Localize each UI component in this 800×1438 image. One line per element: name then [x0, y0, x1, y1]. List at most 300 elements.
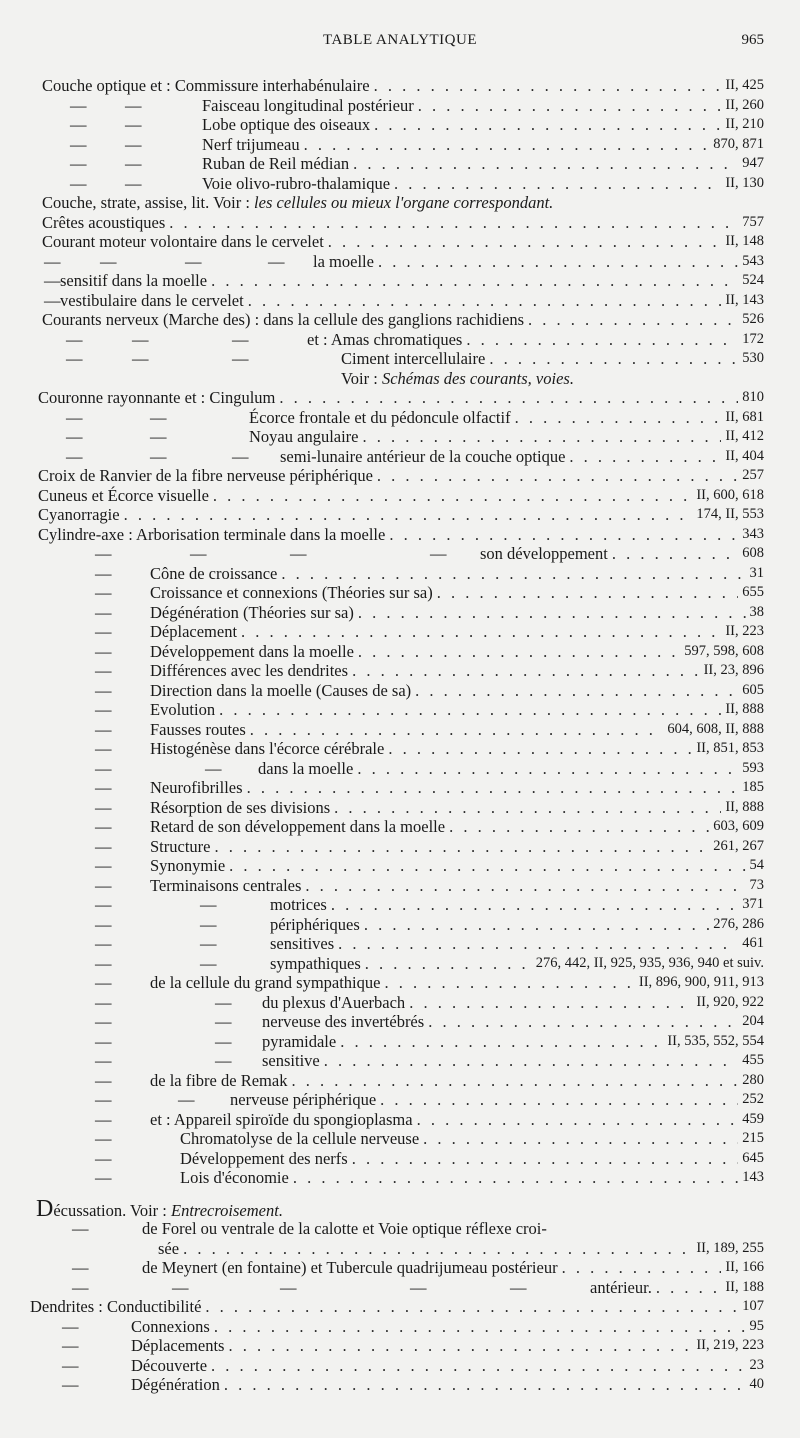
page-reference: 276, 286	[713, 915, 764, 932]
leader-dots	[210, 1317, 746, 1337]
entry-text: sée	[158, 1238, 180, 1258]
leader-dots	[165, 213, 738, 233]
index-entry	[0, 427, 800, 447]
entry-text: Voie olivo-rubro-thalamique	[202, 173, 391, 193]
entry-text: Développement dans la moelle	[150, 641, 354, 661]
leader-dots	[511, 408, 722, 428]
ditto-dash: —	[95, 1090, 112, 1109]
index-entry	[0, 232, 800, 252]
entry-text: semi-lunaire antérieur de la couche optique	[280, 446, 566, 466]
page-reference: II, 189, 255	[696, 1239, 764, 1256]
entry-text: Connexions	[131, 1316, 210, 1336]
leader-dots	[327, 895, 738, 915]
page-reference: 461	[742, 935, 764, 951]
page-reference: II, 535, 552, 554	[667, 1032, 764, 1049]
page-number: 965	[741, 32, 764, 48]
index-entry	[0, 1336, 800, 1356]
ditto-dash: —	[95, 1031, 112, 1051]
index-entry	[0, 973, 800, 993]
see-also-text: les cellules ou mieux l'organe correspondant.	[254, 193, 554, 212]
page-reference: 215	[742, 1130, 764, 1146]
leader-dots	[334, 934, 738, 954]
page-reference: II, 23, 896	[703, 662, 764, 678]
leader-dots	[237, 622, 721, 642]
ditto-dash: —	[66, 427, 83, 446]
ditto-dash: —	[95, 544, 112, 563]
page-reference: 604, 608, II, 888	[667, 720, 764, 737]
ditto-dash: —	[95, 992, 112, 1012]
entry-text: Croix de Ranvier de la fibre nerveuse périphérique	[38, 466, 373, 485]
ditto-dash: —	[95, 1129, 112, 1148]
leader-dots	[277, 564, 745, 584]
ditto-dash: —	[70, 134, 87, 154]
page-reference: II, 166	[725, 1259, 764, 1275]
index-entry	[0, 915, 800, 935]
page-reference: II, 188	[725, 1278, 764, 1295]
index-entry	[0, 876, 800, 896]
ditto-dash: —	[232, 329, 249, 349]
leader-dots	[210, 837, 709, 857]
page-reference: II, 412	[725, 428, 764, 444]
leader-dots	[330, 798, 721, 818]
entry-text: Cône de croissance	[150, 563, 278, 583]
ditto-dash: —	[95, 797, 112, 817]
ditto-dash: —	[66, 446, 83, 466]
index-entry	[0, 330, 800, 350]
ditto-dash: —	[125, 154, 142, 173]
ditto-dash: —	[268, 251, 285, 271]
leader-dots	[120, 505, 693, 525]
page-reference: 603, 609	[713, 818, 764, 834]
ditto-dash: —	[95, 739, 112, 758]
drop-letter: D	[36, 1195, 54, 1222]
index-entry	[0, 1090, 800, 1110]
index-entry	[0, 369, 800, 389]
leader-dots	[353, 759, 738, 779]
entry-text: Neurofibrilles	[150, 778, 243, 797]
entry-text: Résorption de ses divisions	[150, 797, 331, 817]
entry-text: Décussation. Voir : Entrecroisement.	[36, 1195, 283, 1222]
ditto-dash: —	[95, 1070, 112, 1090]
leader-dots	[287, 1071, 738, 1091]
index-entry	[0, 564, 800, 584]
entry-text: Fausses routes	[150, 719, 246, 739]
ditto-dash: —	[44, 290, 61, 310]
index-entry	[0, 310, 800, 330]
entry-text: dans la moelle	[258, 758, 354, 778]
ditto-dash: —	[132, 329, 149, 349]
ditto-dash: —	[205, 758, 222, 778]
page-reference: 54	[749, 857, 764, 873]
ditto-dash: —	[190, 544, 207, 563]
index-entry	[0, 1071, 800, 1091]
page-reference: II, 600, 618	[696, 486, 764, 503]
index-entry	[0, 135, 800, 155]
entry-text: sensitive	[262, 1051, 320, 1070]
ditto-dash: —	[215, 1012, 232, 1031]
page-reference: II, 219, 223	[696, 1337, 764, 1353]
leader-dots	[220, 1375, 746, 1395]
page-reference: II, 920, 922	[696, 993, 764, 1010]
ditto-dash: —	[232, 446, 249, 466]
index-entry	[0, 505, 800, 525]
ditto-dash: —	[62, 1336, 79, 1355]
leader-dots	[485, 349, 738, 369]
page-reference: 280	[742, 1071, 764, 1088]
page-reference: 107	[742, 1298, 764, 1314]
ditto-dash: —	[95, 641, 112, 661]
index-entry	[0, 1356, 800, 1376]
ditto-dash: —	[100, 251, 117, 271]
entry-text: Faisceau longitudinal postérieur	[202, 95, 414, 115]
ditto-dash: —	[95, 1051, 112, 1070]
leader-dots	[244, 291, 722, 311]
page-reference: 252	[742, 1091, 764, 1107]
entry-text: nerveuse des invertébrés	[262, 1012, 425, 1031]
index-entry	[0, 1129, 800, 1149]
leader-dots	[433, 583, 739, 603]
index-entry	[0, 739, 800, 759]
ditto-dash: —	[95, 953, 112, 973]
ditto-dash: —	[215, 1051, 232, 1070]
leader-dots	[390, 174, 721, 194]
index-entry	[0, 934, 800, 954]
entry-text: Courant moteur volontaire dans le cervelet	[42, 232, 324, 251]
entry-text: Couche, strate, assise, lit. Voir : les cellules ou mieux l'organe correspondant.	[42, 193, 554, 212]
index-entry	[0, 271, 800, 291]
entry-text: Différences avec les dendrites	[150, 661, 349, 680]
leader-dots	[558, 1258, 722, 1278]
entry-text: sensitif dans la moelle	[60, 271, 208, 290]
leader-dots	[608, 544, 738, 564]
entry-text: Nerf trijumeau	[202, 134, 300, 154]
entry-text: et : Amas chromatiques	[307, 329, 463, 349]
leader-dots	[300, 135, 710, 155]
index-entry	[0, 115, 800, 135]
leader-dots	[336, 1032, 663, 1052]
page-reference: II, 148	[725, 233, 764, 249]
entry-text: Dégénération (Théories sur sa)	[150, 602, 354, 622]
ditto-dash: —	[95, 622, 112, 641]
entry-text: Dégénération	[131, 1375, 220, 1394]
leader-dots	[320, 1051, 739, 1071]
index-entry	[0, 1278, 800, 1298]
ditto-dash: —	[44, 251, 61, 271]
ditto-dash: —	[66, 407, 83, 427]
ditto-dash: —	[95, 661, 112, 680]
index-entry	[0, 1012, 800, 1032]
ditto-dash: —	[200, 934, 217, 953]
page-reference: II, 425	[725, 77, 764, 93]
index-entry	[0, 1188, 800, 1200]
ditto-dash: —	[62, 1375, 79, 1394]
leader-dots	[445, 817, 709, 837]
leader-dots	[373, 466, 738, 486]
page-reference: 143	[742, 1169, 764, 1185]
leader-dots	[413, 1110, 739, 1130]
ditto-dash: —	[95, 895, 112, 914]
index-entry	[0, 193, 800, 213]
leader-dots	[411, 681, 738, 701]
ditto-dash: —	[95, 602, 112, 622]
ditto-dash: —	[95, 856, 112, 875]
ditto-dash: —	[70, 95, 87, 115]
entry-text: sympathiques	[270, 953, 361, 973]
page-reference: II, 404	[725, 447, 764, 464]
leader-dots	[324, 232, 722, 252]
leader-dots	[359, 427, 722, 447]
ditto-dash: —	[95, 1109, 112, 1129]
entry-text: Evolution	[150, 700, 216, 719]
ditto-dash: —	[125, 134, 142, 154]
leader-dots	[374, 252, 738, 272]
index-entry	[0, 583, 800, 603]
index-entry	[0, 388, 800, 408]
see-also-text: Schémas des courants, voies.	[381, 368, 574, 388]
index-entry	[0, 661, 800, 681]
index-entry	[0, 1317, 800, 1337]
index-entry	[0, 1110, 800, 1130]
ditto-dash: —	[95, 973, 112, 992]
page-reference: 597, 598, 608	[684, 642, 764, 659]
leader-dots	[349, 154, 738, 174]
entry-text: Cylindre-axe : Arborisation terminale dans la moelle	[38, 524, 386, 544]
index-entry	[0, 1051, 800, 1071]
index-entry	[0, 798, 800, 818]
entry-text: Direction dans la moelle (Causes de sa)	[150, 680, 412, 700]
entry-text: Développement des nerfs	[180, 1148, 348, 1168]
entry-text: Cyanorragie	[38, 505, 120, 524]
page-reference: 870, 871	[713, 135, 764, 152]
entry-text: de la cellule du grand sympathique	[150, 973, 381, 992]
page-reference: 526	[742, 311, 764, 327]
ditto-dash: —	[44, 271, 61, 290]
ditto-dash: —	[132, 349, 149, 368]
ditto-dash: —	[200, 895, 217, 914]
index-entry	[0, 895, 800, 915]
ditto-dash: —	[125, 95, 142, 115]
page-reference: 174, II, 553	[696, 506, 764, 522]
running-title: TABLE ANALYTIQUE	[322, 32, 478, 48]
entry-text: du plexus d'Auerbach	[262, 992, 406, 1012]
leader-dots	[370, 115, 721, 135]
ditto-dash: —	[150, 427, 167, 446]
page-reference: II, 888	[725, 701, 764, 717]
leader-dots	[201, 1297, 738, 1317]
entry-text: Couche optique et : Commissure interhabénulaire	[42, 76, 370, 95]
index-entry	[0, 681, 800, 701]
page-reference: 947	[742, 155, 764, 171]
page-reference: II, 210	[725, 116, 764, 132]
page-reference: 645	[742, 1149, 764, 1166]
leader-dots	[246, 720, 664, 740]
leader-dots	[405, 993, 692, 1013]
leader-dots	[384, 739, 692, 759]
leader-dots	[224, 1336, 692, 1356]
page-reference: 23	[749, 1356, 764, 1373]
entry-text: Ruban de Reil médian	[202, 154, 350, 173]
leader-dots	[565, 447, 721, 467]
leader-dots	[354, 603, 746, 623]
ditto-dash: —	[95, 817, 112, 836]
entry-text: la moelle	[313, 251, 374, 271]
ditto-dash: —	[72, 1258, 89, 1277]
ditto-dash: —	[95, 719, 112, 739]
entry-text: Courants nerveux (Marche des) : dans la cellule des ganglions rachidiens	[42, 310, 525, 329]
entry-text: Retard de son développement dans la moelle	[150, 817, 446, 836]
entry-text: Voir : Schémas des courants, voies.	[341, 368, 574, 388]
index-entry	[0, 544, 800, 564]
page-reference: 593	[742, 759, 764, 776]
ditto-dash: —	[125, 115, 142, 134]
leader-dots	[215, 700, 721, 720]
leader-dots	[380, 973, 634, 993]
page-reference: 261, 267	[713, 837, 764, 854]
index-entry	[0, 174, 800, 194]
page-reference: 371	[742, 896, 764, 912]
index-entry	[0, 154, 800, 174]
ditto-dash: —	[95, 836, 112, 856]
index-entry	[0, 486, 800, 506]
index-entry	[0, 720, 800, 740]
page-reference: II, 851, 853	[696, 740, 764, 756]
index-entry	[0, 954, 800, 974]
leader-dots	[652, 1278, 721, 1298]
entry-text: Couronne rayonnante et : Cingulum	[38, 388, 276, 407]
entry-text: vestibulaire dans le cervelet	[60, 290, 244, 310]
leader-dots	[275, 388, 738, 408]
entry-text: Terminaisons centrales	[150, 875, 302, 895]
entry-text: Écorce frontale et du pédoncule olfactif	[249, 407, 511, 427]
entry-text: Ciment intercellulaire	[341, 349, 486, 368]
index-entry	[0, 1032, 800, 1052]
index-entry	[0, 1297, 800, 1317]
ditto-dash: —	[150, 446, 167, 466]
page-reference: 608	[742, 545, 764, 561]
index-entry	[0, 1168, 800, 1188]
page-reference: 95	[749, 1317, 764, 1334]
index-entry	[0, 525, 800, 545]
ditto-dash: —	[410, 1277, 427, 1297]
ditto-dash: —	[66, 349, 83, 368]
page-reference: 276, 442, II, 925, 935, 936, 940 et suiv.	[535, 954, 764, 971]
entry-text: Crêtes acoustiques	[42, 212, 166, 232]
leader-dots	[385, 525, 738, 545]
leader-dots	[376, 1090, 738, 1110]
ditto-dash: —	[185, 251, 202, 271]
page-reference: 757	[742, 213, 764, 230]
index-entry	[0, 96, 800, 116]
ditto-dash: —	[95, 934, 112, 953]
leader-dots	[207, 1356, 745, 1376]
page-header	[0, 32, 800, 54]
leader-dots	[225, 856, 745, 876]
page-reference: II, 681	[725, 408, 764, 425]
index-entry	[0, 252, 800, 272]
leader-dots	[209, 486, 692, 506]
page-reference: 455	[742, 1052, 764, 1068]
index-entry	[0, 1375, 800, 1395]
ditto-dash: —	[200, 914, 217, 934]
ditto-dash: —	[95, 778, 112, 797]
index-entry	[0, 76, 800, 96]
index-entry	[0, 466, 800, 486]
index-entry	[0, 1258, 800, 1278]
entry-text: antérieur.	[590, 1277, 652, 1297]
ditto-dash: —	[172, 1277, 189, 1297]
index-entry	[0, 1239, 800, 1259]
leader-dots	[289, 1168, 738, 1188]
page-reference: 40	[749, 1376, 764, 1392]
entry-text: de la fibre de Remak	[150, 1070, 288, 1090]
page-reference: 185	[742, 779, 764, 795]
entry-text: sensitives	[270, 934, 335, 953]
page-reference: II, 130	[725, 174, 764, 191]
ditto-dash: —	[95, 583, 112, 602]
entry-text: de Meynert (en fontaine) et Tubercule quadrijumeau postérieur	[142, 1258, 558, 1277]
page-reference: 257	[742, 467, 764, 483]
entry-text: Structure	[150, 836, 211, 856]
index-entry	[0, 778, 800, 798]
ditto-dash: —	[95, 914, 112, 934]
leader-dots	[462, 330, 738, 350]
index-entry	[0, 993, 800, 1013]
index-entry	[0, 349, 800, 369]
entry-text: Découverte	[131, 1355, 208, 1375]
index-entry	[0, 759, 800, 779]
page-reference: 605	[742, 681, 764, 698]
page-reference: II, 260	[725, 96, 764, 113]
entry-text: Déplacement	[150, 622, 238, 641]
ditto-dash: —	[62, 1355, 79, 1375]
index-entry	[0, 291, 800, 311]
ditto-dash: —	[178, 1090, 195, 1109]
entry-text: Dendrites : Conductibilité	[30, 1297, 202, 1316]
entry-text: Lois d'économie	[180, 1168, 289, 1187]
page-reference: 524	[742, 272, 764, 288]
leader-dots	[243, 778, 739, 798]
index-entry	[0, 837, 800, 857]
ditto-dash: —	[125, 173, 142, 193]
page-reference: 343	[742, 525, 764, 542]
ditto-dash: —	[290, 544, 307, 563]
entry-text: Cuneus et Écorce visuelle	[38, 485, 209, 505]
entry-text: motrices	[270, 895, 327, 914]
ditto-dash: —	[430, 544, 447, 563]
leader-dots	[370, 76, 722, 96]
leader-dots	[354, 642, 680, 662]
ditto-dash: —	[215, 992, 232, 1012]
ditto-dash: —	[510, 1277, 527, 1297]
index-entry	[0, 447, 800, 467]
entry-text: son développement	[480, 544, 608, 563]
ditto-dash: —	[62, 1316, 79, 1336]
ditto-dash: —	[200, 953, 217, 973]
page-reference: 530	[742, 350, 764, 366]
entry-text: périphériques	[270, 914, 360, 934]
ditto-dash: —	[95, 758, 112, 778]
index-entries	[0, 76, 800, 1395]
entry-text: Chromatolyse de la cellule nerveuse	[180, 1129, 420, 1148]
index-entry	[0, 408, 800, 428]
index-entry	[0, 213, 800, 233]
entry-text: Croissance et connexions (Théories sur sa)	[150, 583, 433, 602]
leader-dots	[348, 661, 700, 681]
entry-text: Synonymie	[150, 856, 226, 875]
index-entry	[0, 1195, 800, 1222]
entry-text: pyramidale	[262, 1031, 337, 1051]
entry-text: Lobe optique des oiseaux	[202, 115, 371, 134]
